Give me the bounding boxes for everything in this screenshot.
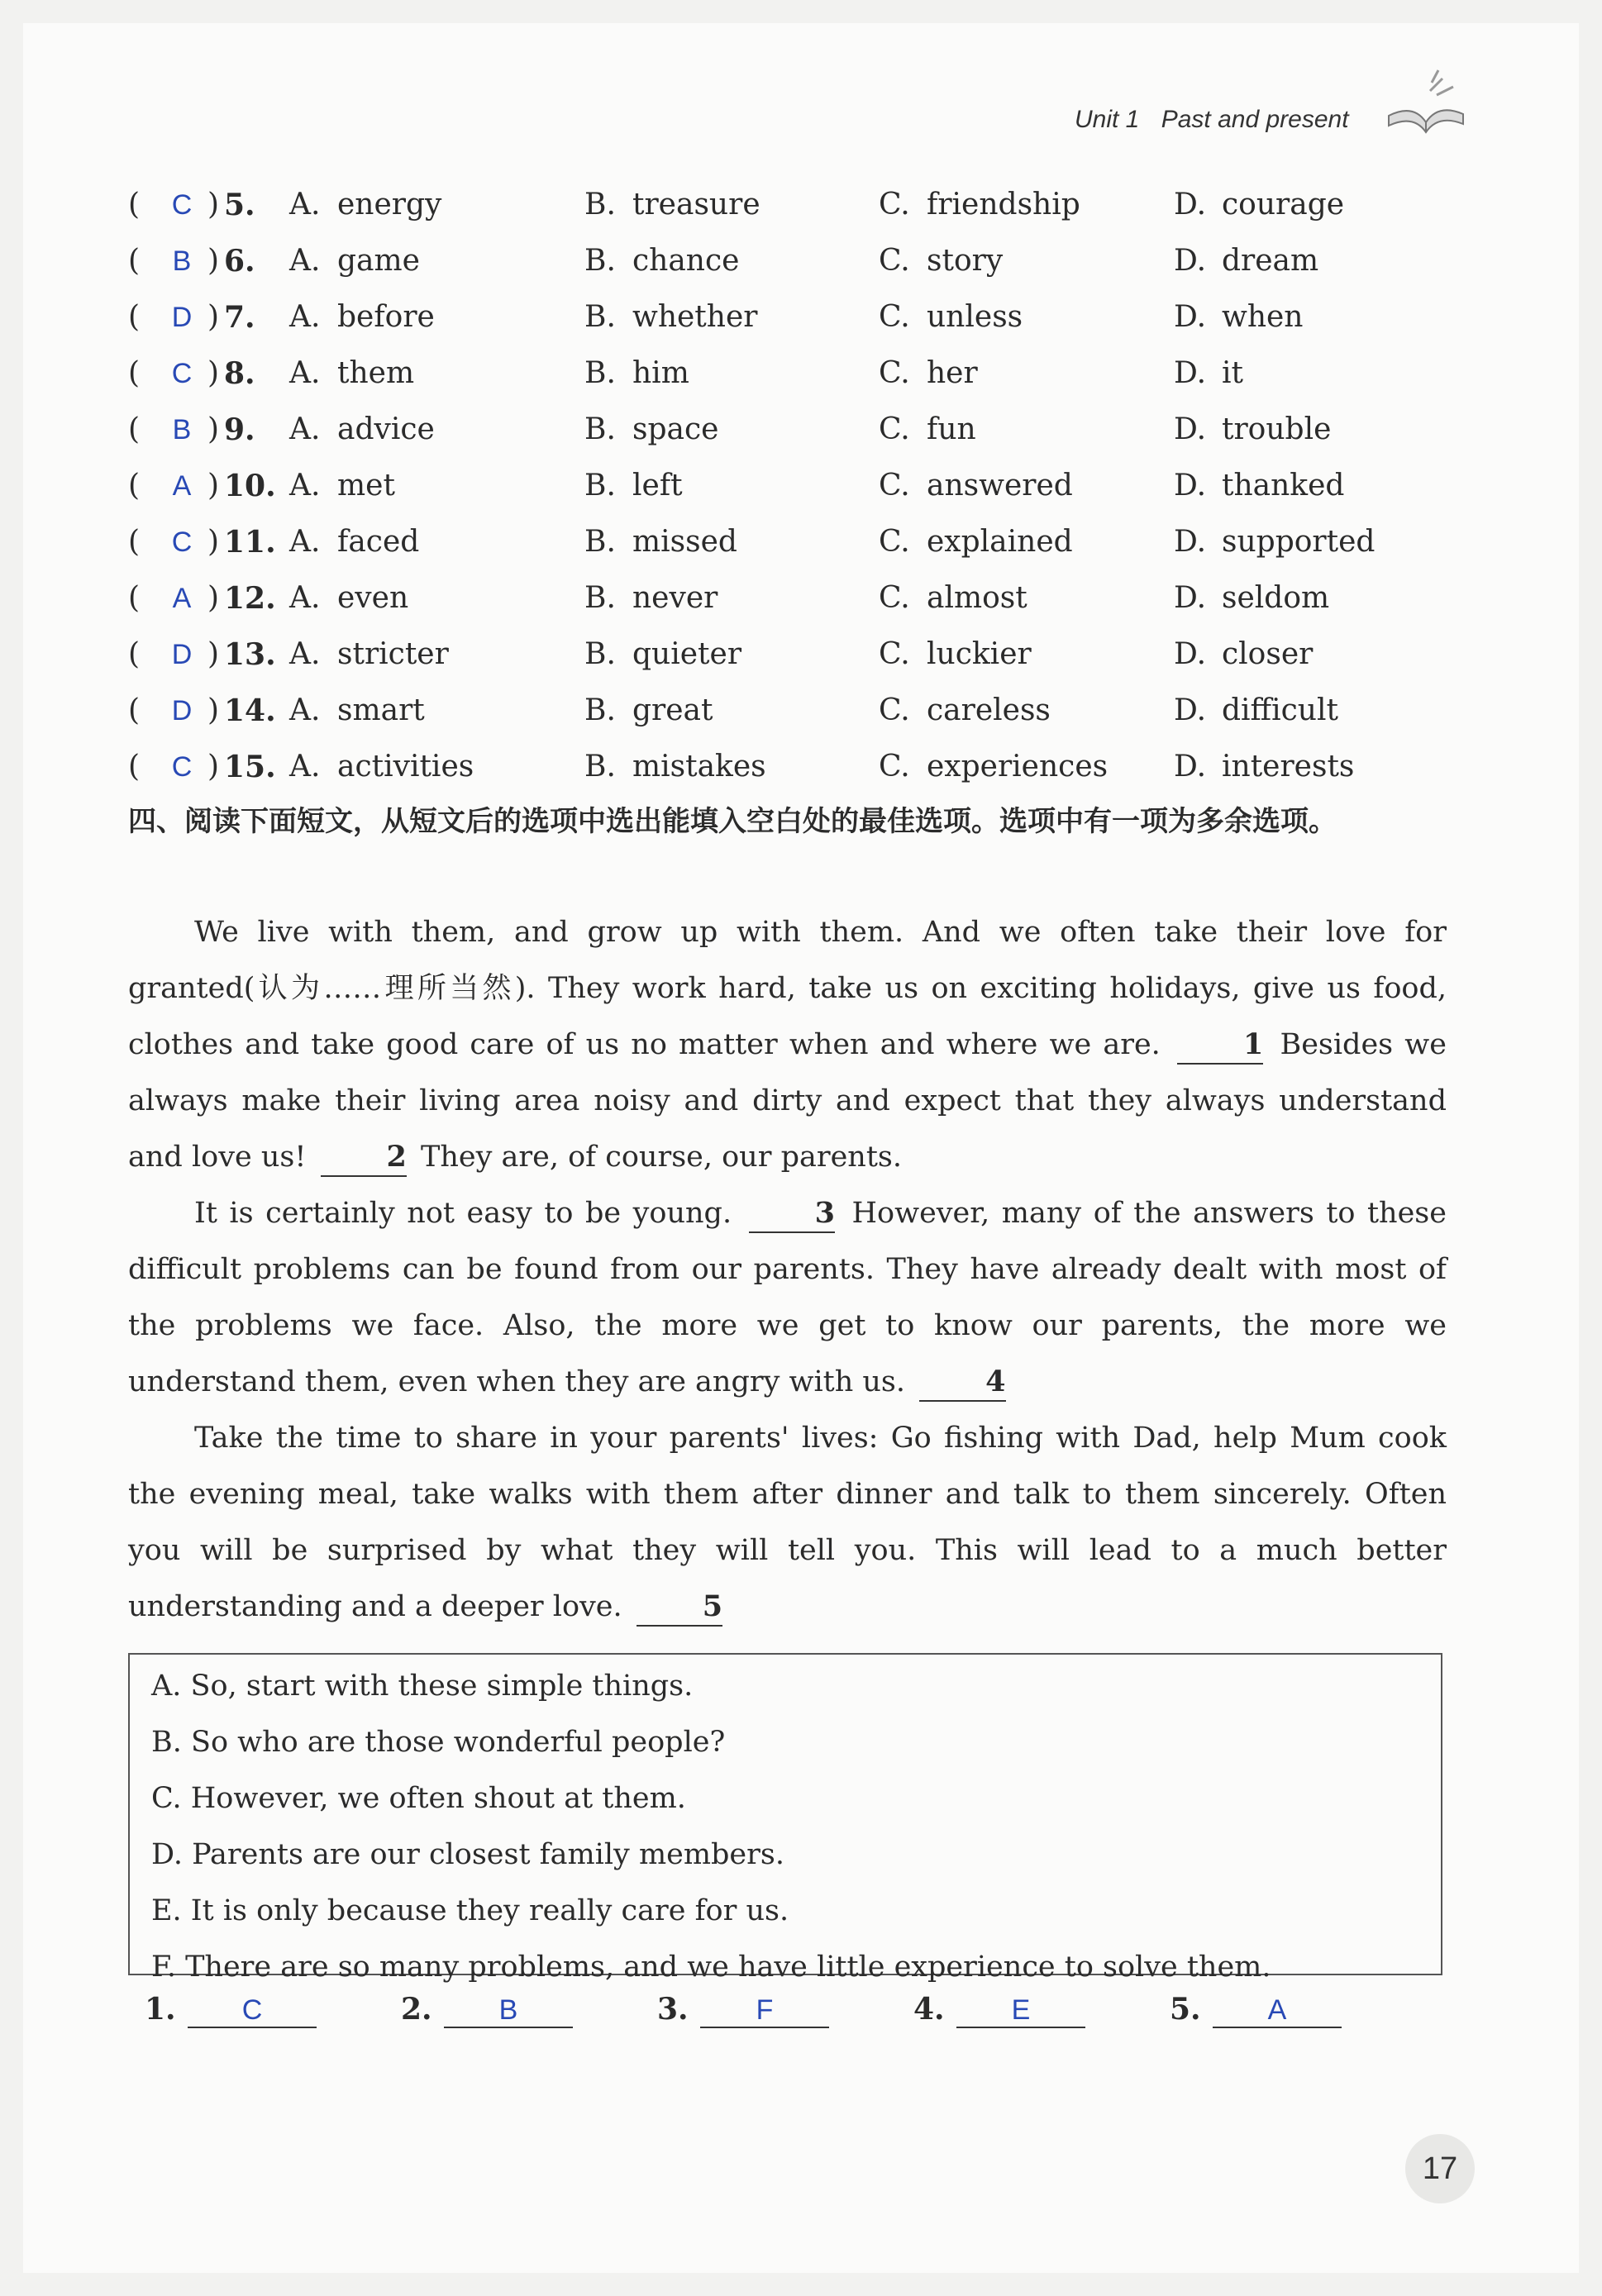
option-b	[584, 293, 757, 342]
option-a	[289, 405, 435, 455]
option-letter: D.	[1174, 693, 1207, 727]
option-c	[879, 349, 978, 398]
open-paren: (	[128, 356, 141, 390]
question-row	[128, 405, 1467, 455]
option-item: B. So who are those wonderful people?	[151, 1726, 726, 1759]
option-letter: B.	[584, 469, 616, 503]
option-text: unless	[927, 300, 1023, 334]
option-c	[879, 405, 976, 455]
answer-choice[interactable]: A	[172, 470, 192, 502]
option-text: missed	[632, 525, 737, 559]
answer-choice[interactable]: D	[171, 302, 193, 333]
option-text: him	[632, 356, 689, 390]
option-letter: C.	[879, 188, 910, 222]
option-text: interests	[1222, 750, 1355, 784]
answer-item	[145, 1992, 317, 2028]
option-letter: B.	[584, 244, 616, 278]
option-item: F. There are so many problems, and we have little experience to solve them.	[151, 1951, 1271, 1984]
passage-text: They are, of course, our parents.	[421, 1141, 902, 1174]
option-text: luckier	[927, 637, 1032, 671]
option-letter: C.	[879, 356, 910, 390]
option-text: stricter	[337, 637, 449, 671]
page-number: 17	[1405, 2134, 1475, 2203]
answer-number: 4.	[913, 1992, 945, 2027]
option-b	[584, 574, 718, 623]
question-row	[128, 236, 1467, 286]
option-text: never	[632, 581, 718, 615]
option-letter: C.	[879, 469, 910, 503]
option-letter: D.	[1174, 412, 1207, 446]
option-text: space	[632, 412, 719, 446]
blank-1: 1	[1177, 1027, 1263, 1065]
option-text: explained	[927, 525, 1073, 559]
answer-item	[1170, 1992, 1342, 2028]
option-text: friendship	[927, 188, 1080, 222]
answer-item	[657, 1992, 829, 2028]
open-paren: (	[128, 525, 141, 559]
option-letter: C.	[879, 300, 910, 334]
open-paren: (	[128, 637, 141, 671]
option-text: game	[337, 244, 420, 278]
option-letter: A.	[289, 412, 321, 446]
option-letter: A.	[289, 637, 321, 671]
close-paren: )	[207, 188, 220, 222]
option-a	[289, 180, 441, 230]
blank-4: 4	[919, 1364, 1005, 1402]
answer-field[interactable]: B	[444, 1994, 573, 2028]
option-text: supported	[1222, 525, 1376, 559]
option-d	[1174, 630, 1313, 679]
option-letter: D.	[1174, 188, 1207, 222]
option-text: treasure	[632, 188, 760, 222]
option-text: chance	[632, 244, 740, 278]
answer-field[interactable]: E	[956, 1994, 1085, 2028]
option-text: trouble	[1222, 412, 1332, 446]
option-d	[1174, 574, 1329, 623]
option-text: energy	[337, 188, 442, 222]
answer-choice[interactable]: D	[171, 695, 193, 726]
option-letter: C.	[879, 581, 910, 615]
option-item: C. However, we often shout at them.	[151, 1782, 686, 1815]
option-c	[879, 686, 1051, 736]
option-b	[584, 180, 760, 230]
option-letter: A.	[289, 300, 321, 334]
close-paren: )	[207, 525, 220, 559]
option-c	[879, 461, 1073, 511]
answer-field[interactable]: F	[700, 1994, 829, 2028]
question-number: 9.	[224, 412, 255, 447]
passage-text: However, many of the answers to these difficult problems can be found from our parents. They have already dealt with most of the problems we face. Also, the more we get to know our parents, the more we understand them, even when they are angry with us.	[128, 1197, 1447, 1398]
answer-choice[interactable]: A	[172, 583, 192, 614]
option-letter: B.	[584, 693, 616, 727]
option-c	[879, 517, 1073, 567]
option-b	[584, 686, 713, 736]
option-c	[879, 630, 1032, 679]
open-paren: (	[128, 412, 141, 446]
option-item: D. Parents are our closest family members.	[151, 1838, 784, 1871]
question-row	[128, 742, 1467, 792]
open-paren: (	[128, 469, 141, 503]
option-letter: A.	[289, 750, 321, 784]
option-a	[289, 236, 420, 286]
option-letter: A.	[289, 581, 321, 615]
answer-field[interactable]: C	[188, 1994, 317, 2028]
option-letter: D.	[1174, 581, 1207, 615]
question-number: 8.	[224, 356, 255, 391]
answer-row	[145, 1992, 1467, 2050]
option-text: seldom	[1222, 581, 1330, 615]
option-text: experiences	[927, 750, 1109, 784]
close-paren: )	[207, 469, 220, 503]
option-d	[1174, 236, 1318, 286]
option-text: even	[337, 581, 409, 615]
option-d	[1174, 405, 1331, 455]
option-text: answered	[927, 469, 1073, 503]
passage-text: Besides we always make their living area noisy and dirty and expect that they always understand and love us!	[128, 1028, 1447, 1174]
option-b	[584, 349, 689, 398]
option-text: left	[632, 469, 683, 503]
answer-number: 1.	[145, 1992, 176, 2027]
open-paren: (	[128, 693, 141, 727]
option-letter: B.	[584, 188, 616, 222]
option-c	[879, 180, 1080, 230]
passage-text: It is certainly not easy to be young.	[194, 1197, 732, 1230]
option-text: fun	[927, 412, 976, 446]
option-b	[584, 236, 739, 286]
open-paren: (	[128, 300, 141, 334]
option-text: before	[337, 300, 435, 334]
option-letter: A.	[289, 469, 321, 503]
option-letter: B.	[584, 356, 616, 390]
option-letter: C.	[879, 412, 910, 446]
question-number: 12.	[224, 581, 276, 616]
open-book-icon	[1380, 58, 1471, 149]
answer-choice[interactable]: C	[171, 526, 193, 558]
close-paren: )	[207, 356, 220, 390]
passage-paragraph-1	[128, 904, 1447, 1185]
option-b	[584, 461, 683, 511]
option-letter: A.	[289, 525, 321, 559]
option-letter: D.	[1174, 244, 1207, 278]
option-a	[289, 293, 435, 342]
answer-item	[401, 1992, 573, 2028]
answer-item	[913, 1992, 1085, 2028]
question-row	[128, 349, 1467, 398]
option-d	[1174, 461, 1344, 511]
option-a	[289, 349, 414, 398]
open-paren: (	[128, 750, 141, 784]
option-letter: A.	[289, 188, 321, 222]
answer-choice[interactable]: D	[171, 639, 193, 670]
option-a	[289, 574, 408, 623]
passage-text: We live with them, and grow up with them. And we often take their love for granted(认为……理所当然). They work hard, take us on exciting holidays, give us food, clothes and take good care of us no matter when and where we are.	[128, 916, 1447, 1061]
option-letter: B.	[584, 300, 616, 334]
option-text: whether	[632, 300, 758, 334]
option-text: thanked	[1222, 469, 1345, 503]
option-letter: A.	[289, 693, 321, 727]
option-d	[1174, 686, 1338, 736]
option-letter: C.	[879, 693, 910, 727]
close-paren: )	[207, 581, 220, 615]
question-number: 7.	[224, 300, 255, 335]
answer-choice[interactable]: C	[171, 189, 193, 221]
passage-paragraph-2	[128, 1185, 1447, 1410]
blank-3: 3	[749, 1195, 835, 1233]
close-paren: )	[207, 412, 220, 446]
question-number: 15.	[224, 750, 276, 784]
option-letter: B.	[584, 637, 616, 671]
option-item: A. So, start with these simple things.	[151, 1670, 694, 1703]
option-text: it	[1222, 356, 1243, 390]
option-text: them	[337, 356, 415, 390]
option-letter: D.	[1174, 525, 1207, 559]
option-letter: C.	[879, 637, 910, 671]
option-letter: B.	[584, 750, 616, 784]
option-a	[289, 461, 395, 511]
answer-choice[interactable]: B	[172, 245, 192, 277]
option-d	[1174, 517, 1375, 567]
option-letter: D.	[1174, 300, 1207, 334]
option-letter: D.	[1174, 750, 1207, 784]
option-letter: B.	[584, 412, 616, 446]
option-text: her	[927, 356, 978, 390]
open-paren: (	[128, 244, 141, 278]
option-text: activities	[337, 750, 474, 784]
close-paren: )	[207, 750, 220, 784]
question-number: 13.	[224, 637, 276, 672]
section-title: 四、阅读下面短文，从短文后的选项中选出能填入空白处的最佳选项。选项中有一项为多余选项。	[128, 805, 1337, 838]
question-row	[128, 686, 1467, 736]
option-a	[289, 686, 425, 736]
answer-number: 5.	[1170, 1992, 1201, 2027]
option-letter: A.	[289, 356, 321, 390]
option-text: advice	[337, 412, 435, 446]
option-text: dream	[1222, 244, 1319, 278]
options-box	[128, 1653, 1442, 1984]
question-row	[128, 517, 1467, 567]
option-letter: D.	[1174, 356, 1207, 390]
close-paren: )	[207, 244, 220, 278]
option-text: met	[337, 469, 395, 503]
open-paren: (	[128, 188, 141, 222]
blank-5: 5	[637, 1589, 722, 1627]
close-paren: )	[207, 637, 220, 671]
option-letter: A.	[289, 244, 321, 278]
question-number: 5.	[224, 188, 255, 222]
option-b	[584, 630, 741, 679]
passage-paragraph-3	[128, 1410, 1447, 1635]
answer-choice[interactable]: B	[172, 414, 192, 445]
option-letter: C.	[879, 244, 910, 278]
option-text: great	[632, 693, 713, 727]
answer-choice[interactable]: C	[171, 358, 193, 389]
unit-title: Past and present	[1161, 106, 1349, 133]
open-paren: (	[128, 581, 141, 615]
question-number: 14.	[224, 693, 276, 728]
option-text: quieter	[632, 637, 742, 671]
option-text: careless	[927, 693, 1051, 727]
answer-number: 3.	[657, 1992, 689, 2027]
option-text: when	[1222, 300, 1304, 334]
option-item: E. It is only because they really care for us.	[151, 1894, 789, 1927]
option-a	[289, 630, 449, 679]
question-row	[128, 180, 1467, 230]
option-text: difficult	[1222, 693, 1338, 727]
blank-2: 2	[321, 1139, 407, 1177]
option-b	[584, 742, 766, 792]
question-row	[128, 630, 1467, 679]
option-text: smart	[337, 693, 425, 727]
option-letter: B.	[584, 581, 616, 615]
question-number: 10.	[224, 469, 276, 503]
answer-field[interactable]: A	[1213, 1994, 1342, 2028]
unit-label: Unit 1	[1075, 106, 1140, 133]
question-row	[128, 461, 1467, 511]
close-paren: )	[207, 693, 220, 727]
option-c	[879, 293, 1023, 342]
option-text: mistakes	[632, 750, 766, 784]
option-text: faced	[337, 525, 420, 559]
option-text: courage	[1222, 188, 1345, 222]
close-paren: )	[207, 300, 220, 334]
option-d	[1174, 349, 1243, 398]
option-letter: B.	[584, 525, 616, 559]
passage-text: Take the time to share in your parents' lives: Go fishing with Dad, help Mum cook the evening meal, take walks with them after dinner and talk to them sincerely. Often you will be surprised by what they will tell you. This will lead to a much better understanding and a deeper love.	[128, 1422, 1447, 1623]
answer-number: 2.	[401, 1992, 432, 2027]
option-d	[1174, 180, 1344, 230]
question-row	[128, 293, 1467, 342]
question-row	[128, 574, 1467, 623]
option-a	[289, 517, 419, 567]
option-c	[879, 574, 1027, 623]
option-text: closer	[1222, 637, 1314, 671]
option-c	[879, 742, 1108, 792]
option-d	[1174, 293, 1304, 342]
question-number: 6.	[224, 244, 255, 279]
option-d	[1174, 742, 1354, 792]
option-text: story	[927, 244, 1004, 278]
answer-choice[interactable]: C	[171, 751, 193, 783]
option-a	[289, 742, 474, 792]
option-b	[584, 405, 718, 455]
option-letter: C.	[879, 525, 910, 559]
option-letter: C.	[879, 750, 910, 784]
option-text: almost	[927, 581, 1027, 615]
option-c	[879, 236, 1003, 286]
option-letter: D.	[1174, 469, 1207, 503]
option-letter: D.	[1174, 637, 1207, 671]
question-number: 11.	[224, 525, 276, 560]
option-b	[584, 517, 737, 567]
